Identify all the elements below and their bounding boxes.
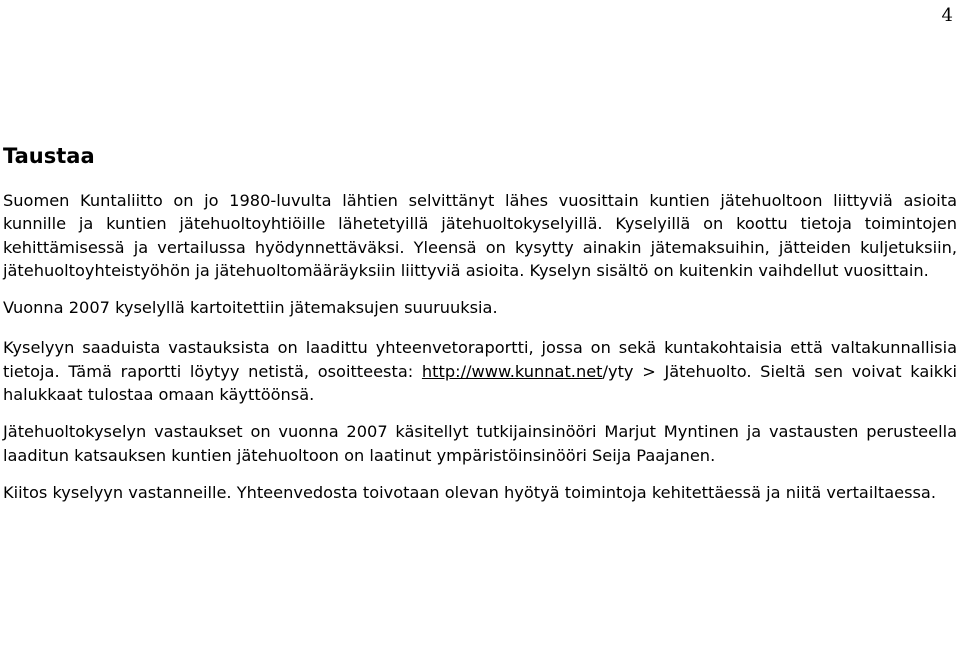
page-number: 4: [941, 5, 953, 26]
paragraph-background: Suomen Kuntaliitto on jo 1980-luvulta lähtien selvittänyt lähes vuosittain kuntien jätehuoltoon liittyviä asioita kunnille ja kuntien jätehuoltoyhtiöille lähetetyillä jätehuoltokyselyillä. Kyselyillä on koottu tietoja toimintojen kehittämisessä ja vertailussa hyödynnettäväksi. Yleensä on kysytty ainakin jätemaksuihin, jätteiden kuljetuksiin, jätehuoltoyhteistyöhön ja jätehuoltomääräyksiin liittyviä asioita. Kyselyn sisältö on kuitenkin vaihdellut vuosittain.: [3, 191, 957, 280]
document-body: [3, 141, 957, 518]
report-text-before-link: Kyselyyn saaduista vastauksista on laadittu yhteenvetoraportti, jossa on sekä kuntakohtaisia että valtakunnallisia tietoja. Tämä raportti löytyy netistä, osoitteesta:: [3, 338, 957, 381]
report-text-after-link: /yty > Jätehuolto. Sieltä sen voivat kaikki halukkaat tulostaa omaan käyttöönsä.: [3, 361, 957, 405]
paragraph-report: [3, 336, 957, 406]
paragraph-survey-2007: Vuonna 2007 kyselyllä kartoitettiin jätemaksujen suuruuksia.: [3, 298, 498, 318]
paragraph-authors: Jätehuoltokyselyn vastaukset on vuonna 2007 käsitellyt tutkijainsinööri Marjut Myntinen ja vastausten perusteella laaditun katsauksen kuntien jätehuoltoon on laatinut ympäristöinsinööri Seija Paajanen.: [3, 422, 957, 465]
section-heading: Taustaa: [3, 144, 95, 168]
kunnat-net-link[interactable]: http://www.kunnat.net: [421, 361, 603, 381]
paragraph-thanks: Kiitos kyselyyn vastanneille. Yhteenvedosta toivotaan olevan hyötyä toimintoja kehitettäessä ja niitä vertailtaessa.: [3, 482, 937, 502]
